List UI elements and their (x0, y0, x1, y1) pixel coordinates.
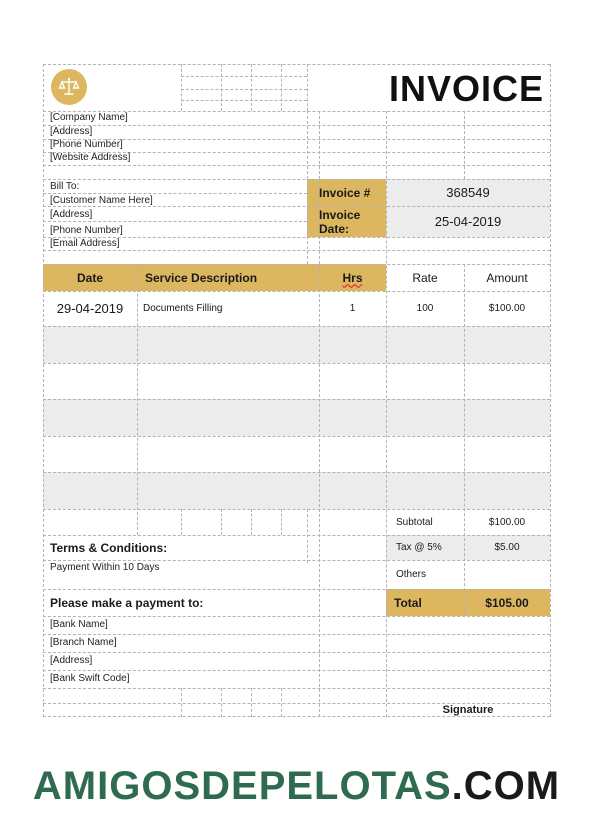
others-label: Others (396, 569, 427, 580)
tax-value: $5.00 (494, 542, 520, 553)
row-date: 29-04-2019 (56, 301, 124, 316)
bill-to-address: [Address] (50, 209, 93, 220)
total-label: Total (394, 595, 422, 610)
invoice-number-value: 368549 (446, 185, 490, 200)
col-header-rate: Rate (412, 270, 438, 285)
invoice-title: INVOICE (388, 68, 544, 109)
payment-heading: Please make a payment to: (50, 595, 204, 610)
tax-label: Tax @ 5% (396, 542, 442, 553)
terms-heading: Terms & Conditions: (50, 540, 168, 555)
others-value (464, 560, 550, 589)
row-amount: $100.00 (488, 303, 526, 314)
signature-label: Signature (442, 704, 494, 716)
payment-swift: [Bank Swift Code] (50, 673, 130, 684)
row-description: Documents Filling (143, 303, 223, 314)
table-row-shaded (43, 326, 550, 363)
table-row-shaded (43, 399, 550, 436)
company-logo (51, 69, 87, 105)
watermark (0, 764, 593, 809)
bill-to-label: Bill To: (50, 181, 80, 192)
watermark-suffix: .COM (451, 764, 561, 808)
col-header-amount: Amount (486, 270, 528, 285)
terms-text: Payment Within 10 Days (50, 562, 160, 573)
company-website: [Website Address] (50, 152, 131, 163)
col-header-hrs: Hrs (342, 270, 363, 285)
invoice-date-label (319, 208, 360, 236)
invoice-date-label-line1: Invoice (319, 208, 361, 222)
total-value: $105.00 (485, 595, 529, 610)
company-phone: [Phone Number] (50, 139, 123, 150)
row-rate: 100 (416, 303, 434, 314)
invoice-date-value: 25-04-2019 (434, 214, 502, 229)
table-row-shaded (43, 472, 550, 509)
invoice-number-label: Invoice # (319, 185, 371, 200)
payment-address: [Address] (50, 655, 93, 666)
bill-to-customer: [Customer Name Here] (50, 195, 153, 206)
col-header-description: Service Description (145, 270, 258, 285)
subtotal-label: Subtotal (396, 516, 433, 528)
subtotal-value: $100.00 (488, 516, 526, 528)
scales-of-justice-icon (58, 76, 80, 98)
bill-to-phone: [Phone Number] (50, 225, 123, 236)
invoice-sheet (43, 64, 550, 717)
payment-branch: [Branch Name] (50, 637, 117, 648)
company-address: [Address] (50, 126, 93, 137)
col-header-date: Date (76, 270, 103, 285)
bill-to-email: [Email Address] (50, 238, 120, 249)
row-hrs: 1 (349, 303, 356, 314)
invoice-date-label-line2: Date: (319, 222, 350, 236)
payment-bank: [Bank Name] (50, 619, 108, 630)
company-name: [Company Name] (50, 112, 128, 123)
watermark-main: AMIGOSDEPELOTAS (32, 764, 452, 808)
